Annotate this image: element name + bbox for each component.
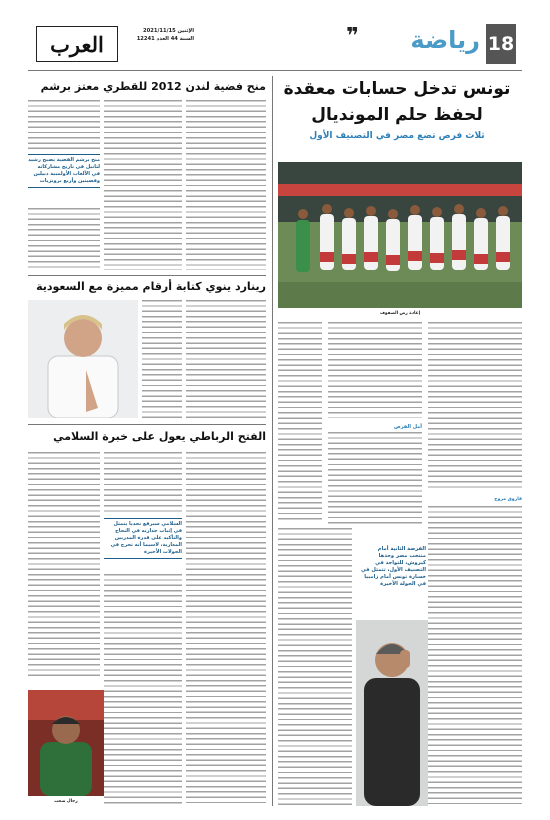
date-line: الإثنين 2021/11/15 xyxy=(143,28,194,34)
silver-body-col3 xyxy=(28,100,100,150)
fateh-photo-caption: رجال صعب xyxy=(54,799,78,804)
lead-photo-caption: إعادة رص الصفوف xyxy=(379,311,421,316)
fateh-body-col2 xyxy=(104,452,182,514)
silver-body-col2 xyxy=(104,100,182,270)
lead-body-col4 xyxy=(278,528,352,806)
silver-body-col3b xyxy=(28,208,100,270)
section-divider-1 xyxy=(28,275,266,276)
lead-body-col2 xyxy=(328,322,422,418)
newspaper-logo: العرب xyxy=(36,26,118,62)
issue-line: السنة 44 العدد 12241 xyxy=(136,35,194,42)
salami-photo-image xyxy=(28,690,104,796)
renard-body-col1 xyxy=(186,300,266,418)
fateh-body-col2b xyxy=(104,574,182,806)
lead-headline xyxy=(272,76,522,128)
section-header xyxy=(346,24,516,64)
silver-headline: منح فضية لندن 2012 للقطري معتز برشم xyxy=(40,80,266,93)
lead-byline: فاروق مروج xyxy=(494,497,522,502)
quote-mark-icon: ❞ xyxy=(346,24,359,49)
lead-subhead2: أمل الفرص xyxy=(393,424,422,430)
issue-info xyxy=(124,28,194,43)
renard-headline: رينارد ينوي كتابة أرقام مميزة مع السعودية xyxy=(36,280,266,293)
renard-photo-image xyxy=(28,300,138,418)
team-photo xyxy=(278,162,522,308)
lead-body-col3 xyxy=(278,322,322,522)
lead-body-col2b xyxy=(328,432,422,527)
coach-photo xyxy=(356,620,428,806)
lead-subhead: ثلاث فرص تضع مصر في التصنيف الأول xyxy=(309,131,485,141)
fateh-body-col1 xyxy=(186,452,266,806)
fateh-headline: الفتح الرباطي يعول على خبرة السلامي xyxy=(53,430,266,443)
lead-headline-line1: تونس تدخل حسابات معقدة xyxy=(283,79,511,99)
lead-body-col1 xyxy=(428,322,522,490)
team-photo-image xyxy=(278,162,522,308)
masthead-divider xyxy=(28,70,522,71)
salami-photo xyxy=(28,690,104,796)
lead-headline-line2: لحفظ حلم المونديال xyxy=(311,105,483,125)
column-divider xyxy=(272,76,273,806)
masthead xyxy=(28,22,522,68)
page-number: 18 xyxy=(486,24,516,64)
silver-pull-box: منح برشم الفضية يصبح رشيد لتانيل في تاريخ مشاركاته في الألعاب الأولمبية دبيلين وفضيتين وأربع برونزيات xyxy=(28,154,100,188)
renard-body-col2 xyxy=(142,300,182,418)
silver-body-col1 xyxy=(186,100,266,270)
lead-body-col1b xyxy=(428,506,522,806)
fateh-pull-quote: السلامي سيرفع تحديا يتمثل في إثبات جدارته في النجاح والتأكيد على قدرة المدربين المغاربة، لاسيما أنه تحرج في الجولات الأخيرة xyxy=(104,518,182,559)
fateh-body-col3 xyxy=(28,452,100,680)
renard-photo xyxy=(28,300,138,418)
section-name: رياضة xyxy=(410,26,480,54)
coach-photo-image xyxy=(356,620,428,806)
lead-pull-quote: الفرصة الثانية أمام منتخب مصر وحدها كيروش، للتواجد في التصنيف الأول، تتمثل في خسارة تونس أمام زامبيا في الجولة الأخيرة xyxy=(360,546,426,587)
section-divider-2 xyxy=(28,424,266,425)
